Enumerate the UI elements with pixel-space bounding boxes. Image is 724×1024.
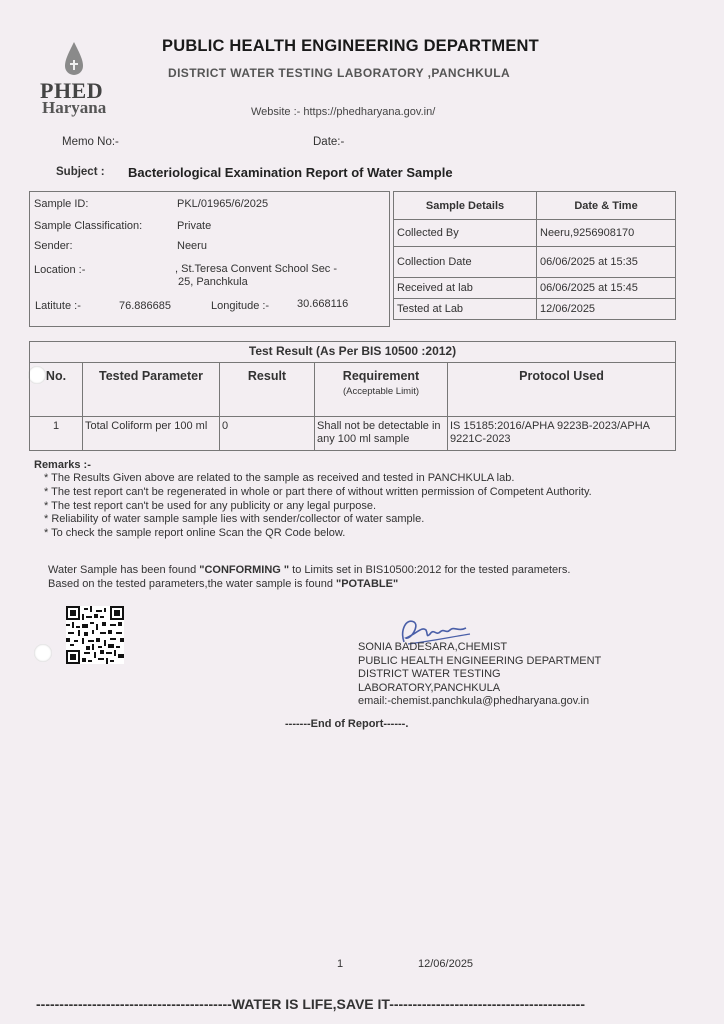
chemist-lab-line-1: DISTRICT WATER TESTING [358, 668, 501, 681]
chemist-lab-line-2: LABORATORY,PANCHKULA [358, 681, 501, 694]
remark-item: * The test report can't be regenerated in whole or part there of without written permission of Competent Authority. [44, 485, 592, 498]
col-requirement-header [315, 363, 448, 417]
col-no-header: No. [30, 363, 83, 417]
table-row [30, 417, 676, 451]
conclusion-text-2a: Based on the tested parameters,the water sample is found [48, 577, 336, 590]
logo-text: PHED [40, 78, 104, 103]
latitude-value: 76.886685 [119, 300, 171, 312]
chemist-block [358, 641, 601, 709]
col-protocol-header: Protocol Used [448, 363, 676, 417]
logo-subtext: Haryana [42, 98, 107, 117]
remarks-title: Remarks :- [34, 459, 91, 471]
conclusion-text-1a: Water Sample has been found [48, 564, 200, 576]
received-value: 06/06/2025 at 15:45 [537, 278, 676, 299]
end-of-report: -------End of Report------. [285, 718, 409, 730]
collected-by-label: Collected By [394, 220, 537, 247]
subject-text: Bacteriological Examination Report of Water Sample [128, 165, 453, 180]
location-label: Location :- [34, 264, 86, 276]
latitude-label: Latitute :- [35, 300, 81, 312]
sample-details-table [393, 191, 676, 320]
test-result-title: Test Result (As Per BIS 10500 :2012) [30, 342, 676, 363]
sample-id-label: Sample ID: [34, 198, 89, 210]
longitude-label: Longitude :- [211, 300, 270, 312]
conclusion-text [48, 564, 570, 591]
location-line-1: , St.Teresa Convent School Sec - [175, 263, 338, 275]
tested-label: Tested at Lab [394, 299, 537, 320]
date-time-header: Date & Time [537, 192, 676, 220]
remark-item: * The test report can't be used for any publicity or any legal purpose. [44, 499, 377, 512]
page-number: 1 [337, 958, 344, 970]
conclusion-text-1b: to Limits set in BIS10500:2012 for the tested parameters. [289, 564, 571, 576]
subject-label: Subject : [56, 166, 105, 178]
table-row [394, 299, 676, 320]
footer-slogan: ------------------------------------------WATER IS LIFE,SAVE IT------------------------------------------ [36, 996, 586, 1012]
website-link[interactable]: Website :- https://phedharyana.gov.in/ [251, 106, 436, 118]
table-header-row [30, 363, 676, 417]
chemist-name: SONIA BADESARA,CHEMIST [358, 641, 508, 653]
conclusion-line-2 [48, 578, 570, 592]
sample-info-box [29, 191, 390, 327]
row-result: 0 [220, 417, 315, 451]
department-title: PUBLIC HEALTH ENGINEERING DEPARTMENT [162, 37, 539, 55]
row-no: 1 [30, 417, 83, 451]
conclusion-line-1 [48, 564, 570, 578]
tested-value: 12/06/2025 [537, 299, 676, 320]
punch-hole-bottom [34, 644, 52, 662]
table-row [394, 220, 676, 247]
longitude-value: 30.668116 [297, 298, 349, 310]
potable-status: "POTABLE" [336, 577, 399, 590]
water-drop-logo-icon [62, 40, 86, 80]
qr-code-icon[interactable] [66, 606, 124, 664]
remark-item: * The Results Given above are related to the sample as received and tested in PANCHKULA lab. [44, 472, 515, 484]
location-line-2: 25, Panchkula [178, 276, 248, 288]
classification-label: Sample Classification: [34, 220, 143, 232]
remarks-list [44, 472, 592, 541]
table-row [394, 247, 676, 278]
row-parameter: Total Coliform per 100 ml [83, 417, 220, 451]
collection-date-label: Collection Date [394, 247, 537, 278]
sender-value: Neeru [177, 240, 207, 252]
col-parameter-header: Tested Parameter [83, 363, 220, 417]
row-protocol: IS 15185:2016/APHA 9223B-2023/APHA 9221C-2023 [448, 417, 676, 451]
sample-details-header: Sample Details [394, 192, 537, 220]
collected-by-value: Neeru,9256908170 [537, 220, 676, 247]
date-label: Date:- [313, 136, 345, 148]
footer-date: 12/06/2025 [418, 958, 474, 970]
conforming-status: "CONFORMING " [199, 564, 290, 576]
chemist-email[interactable]: email:-chemist.panchkula@phedharyana.gov.in [358, 695, 590, 708]
received-label: Received at lab [394, 278, 537, 299]
chemist-department: PUBLIC HEALTH ENGINEERING DEPARTMENT [358, 654, 602, 667]
table-title-row [30, 342, 676, 363]
sample-id-value: PKL/01965/6/2025 [177, 198, 269, 210]
classification-value: Private [177, 220, 212, 232]
requirement-label: Requirement [342, 369, 420, 383]
test-result-table [29, 341, 676, 451]
laboratory-title: DISTRICT WATER TESTING LABORATORY ,PANCHKULA [168, 66, 511, 80]
remark-item: * To check the sample report online Scan the QR Code below. [44, 527, 346, 540]
memo-number-label: Memo No:- [62, 136, 119, 148]
table-header-row [394, 192, 676, 220]
row-requirement: Shall not be detectable in any 100 ml sample [315, 417, 448, 451]
collection-date-value: 06/06/2025 at 15:35 [537, 247, 676, 278]
acceptable-limit-label: (Acceptable Limit) [342, 386, 420, 397]
col-result-header: Result [220, 363, 315, 417]
table-row [394, 278, 676, 299]
remark-item: * Reliability of water sample sample lies with sender/collector of water sample. [44, 513, 425, 526]
sender-label: Sender: [34, 240, 73, 252]
